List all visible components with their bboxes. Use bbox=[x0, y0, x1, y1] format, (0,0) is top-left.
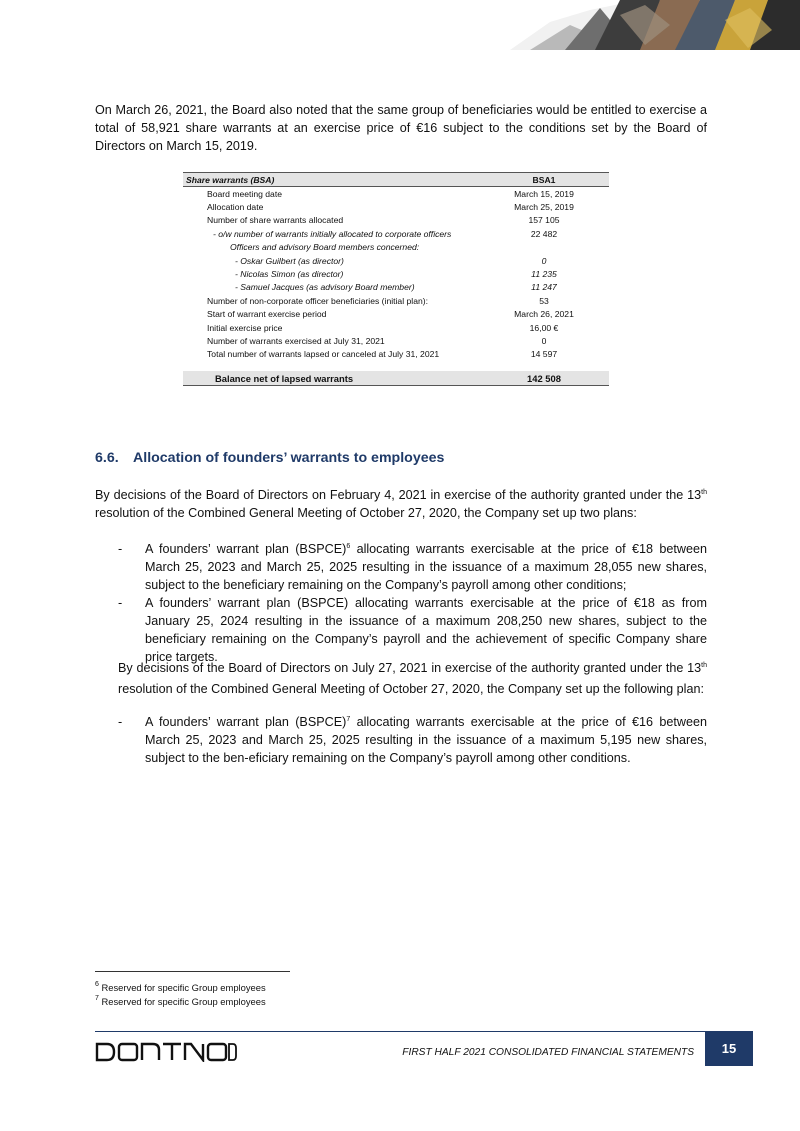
row-label: Number of share warrants allocated bbox=[207, 215, 344, 226]
footnote-text: Reserved for specific Group employees bbox=[98, 996, 266, 1007]
row-label: Board meeting date bbox=[207, 188, 283, 199]
row-label: Number of non-corporate officer beneficiaries (initial plan): bbox=[207, 295, 428, 306]
table-total-row bbox=[183, 371, 609, 386]
total-label: Balance net of lapsed warrants bbox=[183, 371, 479, 386]
footnote-ref[interactable]: 7 bbox=[346, 716, 351, 723]
list-item bbox=[118, 540, 707, 594]
row-value: 0 bbox=[541, 335, 547, 346]
section-heading bbox=[95, 450, 444, 466]
row-label: Officers and advisory Board members concerned: bbox=[230, 242, 420, 253]
footnote-divider bbox=[95, 971, 290, 972]
table-row bbox=[183, 241, 609, 254]
list-item-text: A founders’ warrant plan (BSPCE) bbox=[145, 715, 347, 729]
row-label: - Samuel Jacques (as advisory Board member) bbox=[235, 282, 415, 293]
table-row bbox=[183, 348, 609, 361]
footnote bbox=[95, 982, 266, 993]
table-header-value: BSA1 bbox=[479, 173, 609, 187]
footnote-number: 6 bbox=[95, 981, 99, 988]
share-warrants-table bbox=[183, 172, 609, 386]
table-row bbox=[183, 267, 609, 280]
list-item bbox=[118, 594, 707, 666]
table-row bbox=[183, 227, 609, 240]
row-value: 16,00 € bbox=[529, 322, 559, 333]
row-value: 11 235 bbox=[531, 269, 557, 280]
paragraph-text: resolution of the Combined General Meeting of October 27, 2020, the Company set up two plans: bbox=[95, 506, 637, 520]
table-row bbox=[183, 254, 609, 267]
superscript: th bbox=[701, 662, 707, 669]
row-label: Allocation date bbox=[207, 202, 264, 213]
table-row bbox=[183, 200, 609, 213]
july-plan-paragraph bbox=[118, 658, 707, 700]
dontnod-logo bbox=[95, 1042, 237, 1062]
row-value bbox=[479, 241, 609, 254]
footnote bbox=[95, 996, 266, 1007]
row-value: March 26, 2021 bbox=[514, 309, 574, 320]
row-label: - o/w number of warrants initially allocated to corporate officers bbox=[213, 228, 452, 239]
row-value: 14 597 bbox=[530, 349, 558, 360]
page-number: 15 bbox=[705, 1031, 753, 1066]
paragraph-text: resolution of the Combined General Meeting of October 27, 2020, the Company set up the following plan: bbox=[118, 682, 704, 696]
table-row bbox=[183, 187, 609, 201]
table-row bbox=[183, 281, 609, 294]
list-item-text: A founders’ warrant plan (BSPCE) allocating warrants exercisable at the price of €18 as from January 25, 2024 resulting in the issuance of a maximum 208,250 new shares, subject to the beneficiary remaining on the Company’s payroll and the achievement of specific Company share price targets. bbox=[145, 596, 707, 664]
section-number: 6.6. bbox=[95, 450, 119, 466]
footnote-text: Reserved for specific Group employees bbox=[98, 982, 266, 993]
table-header-label: Share warrants (BSA) bbox=[183, 173, 479, 187]
paragraph-text: By decisions of the Board of Directors on February 4, 2021 in exercise of the authority granted under the 13 bbox=[95, 488, 702, 502]
row-value: 11 247 bbox=[531, 282, 557, 293]
plans-list bbox=[118, 540, 707, 666]
list-item-text: A founders’ warrant plan (BSPCE) bbox=[145, 542, 347, 556]
row-label: - Nicolas Simon (as director) bbox=[235, 269, 344, 280]
table-row bbox=[183, 294, 609, 307]
july-plan-list bbox=[118, 713, 707, 767]
footnote-number: 7 bbox=[95, 995, 99, 1002]
list-item-text: allocating warrants exercisable at the price of €18 between March 25, 2023 and March 25, 2025 resulting in the issuance of a maximum 28,055 new shares, subject to the beneficiary remaining on the Company’s payroll among other conditions; bbox=[145, 542, 707, 592]
row-value: March 15, 2019 bbox=[514, 188, 574, 199]
table-row bbox=[183, 214, 609, 227]
paragraph-text: By decisions of the Board of Directors on July 27, 2021 in exercise of the authority granted under the 13 bbox=[118, 661, 702, 675]
row-label: Start of warrant exercise period bbox=[207, 309, 327, 320]
total-value: 142 508 bbox=[479, 371, 609, 386]
superscript: th bbox=[701, 489, 707, 496]
table-row bbox=[183, 334, 609, 347]
row-label: Number of warrants exercised at July 31, 2021 bbox=[207, 335, 385, 346]
header-banner-image bbox=[510, 0, 800, 50]
row-value: 0 bbox=[541, 255, 547, 266]
row-value: March 25, 2019 bbox=[514, 202, 574, 213]
row-label: Total number of warrants lapsed or canceled at July 31, 2021 bbox=[207, 349, 440, 360]
list-item bbox=[118, 713, 707, 767]
footer-title: FIRST HALF 2021 CONSOLIDATED FINANCIAL STATEMENTS bbox=[402, 1047, 694, 1058]
section-title: Allocation of founders’ warrants to employees bbox=[133, 450, 445, 466]
table-row bbox=[183, 308, 609, 321]
plans-paragraph bbox=[95, 486, 707, 522]
footnote-ref[interactable]: 6 bbox=[346, 543, 351, 550]
footer-divider bbox=[95, 1031, 705, 1032]
list-item-text: allocating warrants exercisable at the price of €16 between March 25, 2023 and March 25, 2025 resulting in the issuance of a maximum 5,195 new shares, subject to the ben-eficiary remaining on the Company’s payroll among other conditions. bbox=[145, 715, 707, 765]
row-value: 53 bbox=[539, 295, 549, 306]
table-header-row bbox=[183, 173, 609, 187]
row-label: Initial exercise price bbox=[207, 322, 283, 333]
table-row bbox=[183, 321, 609, 334]
row-label: - Oskar Guilbert (as director) bbox=[235, 255, 344, 266]
table-spacer-row bbox=[183, 361, 609, 371]
row-value: 22 482 bbox=[530, 228, 558, 239]
row-value: 157 105 bbox=[528, 215, 560, 226]
intro-paragraph: On March 26, 2021, the Board also noted that the same group of beneficiaries would be entitled to exercise a total of 58,921 share warrants at an exercise price of €16 subject to the conditions set by the Board of Directors on March 15, 2019. bbox=[95, 103, 707, 153]
